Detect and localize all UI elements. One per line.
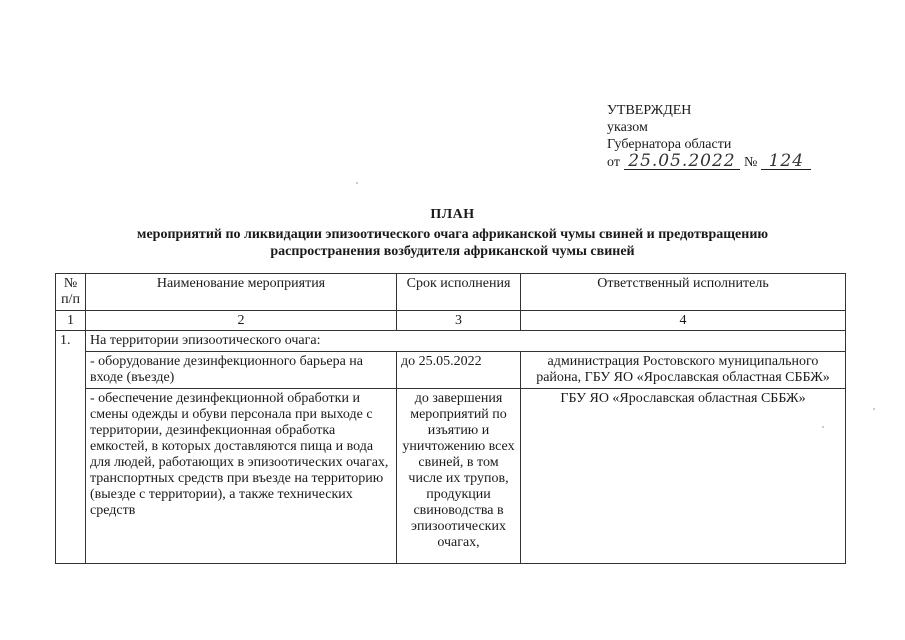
approval-block xyxy=(607,102,811,171)
row-num-empty xyxy=(56,352,86,389)
handwritten-date: 25.05.2022 xyxy=(624,153,740,170)
approval-authority: Губернатора области xyxy=(607,137,732,152)
scan-speck xyxy=(356,182,358,184)
number-label: № xyxy=(743,155,758,170)
scan-speck xyxy=(822,426,824,428)
section-row xyxy=(56,331,846,352)
title-line-1: мероприятий по ликвидации эпизоотического очага африканской чумы свиней и предотвращению xyxy=(136,227,769,242)
row-num-empty xyxy=(56,389,86,564)
header-row xyxy=(56,274,846,311)
row-deadline: до завершения мероприятий по изъятию и уничтожению всех свиней, в том числе их трупов, продукции свиноводства в эпизоотических очагах, xyxy=(397,389,521,564)
approval-date-number-line xyxy=(607,153,811,171)
row-deadline: до 25.05.2022 xyxy=(397,352,521,389)
approval-status: УТВЕРЖДЕН xyxy=(607,103,692,118)
column-number-row xyxy=(56,311,846,331)
scan-speck xyxy=(873,408,875,410)
section-title: На территории эпизоотического очага: xyxy=(86,331,846,352)
row-responsible: ГБУ ЯО «Ярославская областная СББЖ» xyxy=(521,389,846,564)
header-num: № п/п xyxy=(56,274,86,311)
from-label: от xyxy=(607,155,620,170)
approval-act-type: указом xyxy=(607,120,648,135)
header-responsible: Ответственный исполнитель xyxy=(521,274,846,311)
section-num: 1. xyxy=(56,331,86,352)
header-deadline: Срок исполнения xyxy=(397,274,521,311)
col-number-3: 3 xyxy=(397,311,521,331)
header-name: Наименование мероприятия xyxy=(86,274,397,311)
row-name: - обеспечение дезинфекционной обработки и смены одежды и обуви персонала при выходе с территории, дезинфекционная обработка емкостей, в которых доставляются пища и вода для людей, работающих в эпизоотических очагах, транспортных средств при въезде на территорию (выезде с территории), а также технических средств xyxy=(86,389,397,564)
document-title xyxy=(0,206,905,260)
col-number-2: 2 xyxy=(86,311,397,331)
plan-table xyxy=(55,273,846,564)
col-number-1: 1 xyxy=(56,311,86,331)
col-number-4: 4 xyxy=(521,311,846,331)
title-line-2: распространения возбудителя африканской чумы свиней xyxy=(270,244,635,259)
row-name: - оборудование дезинфекционного барьера на входе (въезде) xyxy=(86,352,397,389)
table-row xyxy=(56,389,846,564)
table-row xyxy=(56,352,846,389)
row-responsible: администрация Ростовского муниципального района, ГБУ ЯО «Ярославская областная СББЖ» xyxy=(521,352,846,389)
title-heading: ПЛАН xyxy=(430,207,475,222)
handwritten-number: 124 xyxy=(761,153,811,170)
